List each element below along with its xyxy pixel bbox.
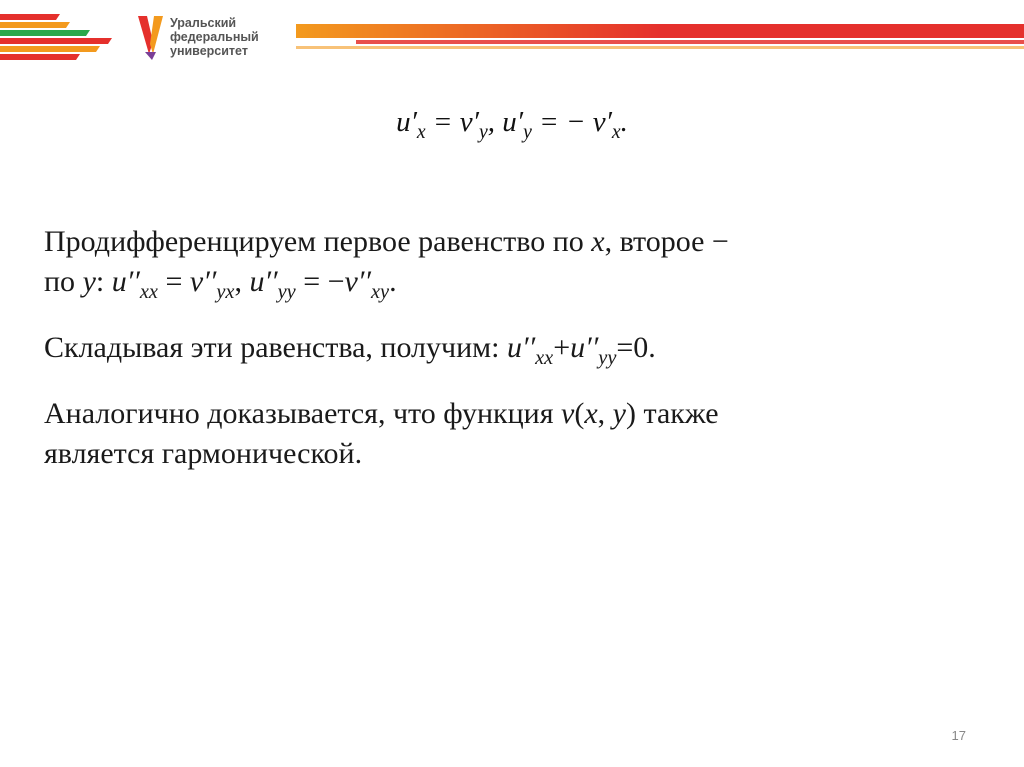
text-line — [44, 222, 984, 262]
formula-subscript: xy — [370, 281, 390, 304]
cauchy-riemann-formula — [0, 106, 1024, 144]
text-line — [44, 394, 984, 434]
text-run: , — [597, 397, 613, 431]
formula-subscript: yy — [598, 347, 617, 370]
text-run: по — [44, 265, 83, 298]
header-stripes-right — [296, 24, 1024, 54]
formula-subscript: x — [611, 120, 621, 143]
formula-subscript: y — [478, 120, 488, 143]
logo-line-2: федеральный — [170, 30, 259, 44]
logo-line-1: Уральский — [170, 16, 237, 30]
text-run: , второе − — [604, 225, 729, 258]
text-line — [44, 328, 984, 378]
formula-separator: , — [487, 106, 503, 138]
variable-x: x — [584, 397, 598, 431]
formula-subscript: y — [523, 120, 532, 143]
formula-term: u′′ — [570, 331, 599, 365]
variable-x: x — [591, 225, 605, 258]
formula-end: . — [620, 106, 628, 138]
text-run: ) — [626, 397, 636, 431]
formula-term: u′′ — [249, 265, 278, 298]
formula-subscript: xx — [535, 347, 554, 370]
formula-term: v′′ — [189, 265, 217, 298]
text-run: ( — [574, 397, 585, 431]
formula-operator: = — [157, 265, 190, 298]
paragraph-differentiate — [44, 222, 984, 312]
variable-v: v — [561, 397, 575, 431]
formula-separator: , — [234, 265, 250, 298]
text-run: Аналогично доказывается, что функция — [44, 397, 562, 431]
university-logo — [136, 14, 286, 60]
text-run: Продифференцируем первое равенство по — [44, 225, 592, 258]
text-line — [44, 262, 984, 312]
text-run: Складывая эти равенства, получим: — [44, 331, 507, 365]
formula-term: u′ — [502, 106, 524, 138]
formula-term: v′ — [592, 106, 612, 138]
formula-operator: = — [425, 106, 460, 138]
text-run: также — [636, 397, 719, 431]
logo-line-3: университет — [170, 44, 248, 58]
text-run: : — [95, 265, 112, 298]
formula-term: v′ — [459, 106, 479, 138]
formula-subscript: x — [416, 120, 426, 143]
formula-operator: = − — [295, 265, 345, 298]
formula-operator: = − — [531, 106, 593, 138]
formula-subscript: yy — [277, 281, 296, 304]
formula-operator: + — [553, 331, 571, 365]
formula-term: u′′ — [111, 265, 140, 298]
paragraph-analogous — [44, 394, 984, 474]
text-run: . — [354, 437, 363, 471]
formula-term: u′ — [396, 106, 417, 138]
formula-term: v′′ — [344, 265, 371, 298]
formula-operator: =0. — [616, 331, 656, 365]
page-number: 17 — [951, 728, 966, 743]
text-line — [44, 434, 984, 474]
slide-body — [44, 222, 984, 490]
formula-subscript: xx — [139, 281, 158, 304]
variable-y: y — [82, 265, 96, 298]
formula-subscript: yx — [216, 281, 235, 304]
formula-end: . — [389, 265, 397, 298]
formula-term: u′′ — [507, 331, 536, 365]
header-stripes-left — [0, 14, 112, 60]
logo-text — [170, 16, 259, 58]
variable-y: y — [612, 397, 626, 431]
ural-logo-icon — [136, 14, 166, 60]
text-run: является гармонической — [44, 437, 355, 471]
paragraph-sum — [44, 328, 984, 378]
